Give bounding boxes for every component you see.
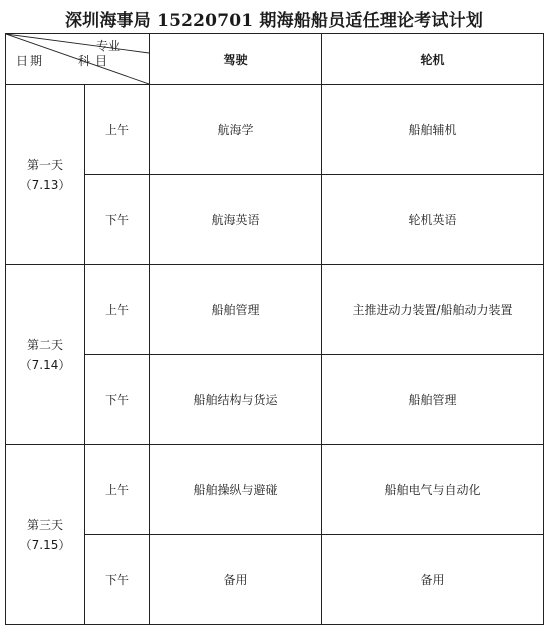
table-row bbox=[6, 535, 544, 625]
day-name: 第一天 bbox=[26, 157, 63, 172]
period-cell: 下午 bbox=[85, 355, 150, 445]
corner-date-label: 日期 bbox=[16, 54, 45, 68]
day-cell-2 bbox=[6, 265, 85, 445]
table-row bbox=[6, 85, 544, 175]
subject-cell: 备用 bbox=[150, 535, 322, 625]
day-date: （7.13） bbox=[19, 177, 71, 192]
period-cell: 上午 bbox=[85, 265, 150, 355]
subject-cell: 航海学 bbox=[150, 85, 322, 175]
day-cell-1 bbox=[6, 85, 85, 265]
major-header-engine: 轮机 bbox=[322, 34, 544, 85]
table-row bbox=[6, 265, 544, 355]
subject-cell: 航海英语 bbox=[150, 175, 322, 265]
period-cell: 上午 bbox=[85, 445, 150, 535]
subject-cell: 船舶结构与货运 bbox=[150, 355, 322, 445]
page-title: 深圳海事局 15220701 期海船船员适任理论考试计划 bbox=[64, 11, 484, 31]
corner-header-cell bbox=[6, 34, 150, 85]
day-date: （7.15） bbox=[19, 537, 71, 552]
corner-subject-label: 科目 bbox=[78, 54, 113, 68]
subject-cell: 船舶电气与自动化 bbox=[322, 445, 544, 535]
period-cell: 下午 bbox=[85, 535, 150, 625]
subject-cell: 轮机英语 bbox=[322, 175, 544, 265]
period-cell: 下午 bbox=[85, 175, 150, 265]
corner-major-label: 专业 bbox=[96, 39, 121, 53]
subject-cell: 备用 bbox=[322, 535, 544, 625]
table-row bbox=[6, 355, 544, 445]
table-row bbox=[6, 175, 544, 265]
subject-cell: 主推进动力装置/船舶动力装置 bbox=[322, 265, 544, 355]
major-header-deck: 驾驶 bbox=[150, 34, 322, 85]
day-name: 第三天 bbox=[26, 517, 63, 532]
period-cell: 上午 bbox=[85, 85, 150, 175]
exam-schedule-table bbox=[5, 33, 544, 625]
day-name: 第二天 bbox=[26, 337, 63, 352]
subject-cell: 船舶辅机 bbox=[322, 85, 544, 175]
subject-cell: 船舶管理 bbox=[150, 265, 322, 355]
day-date: （7.14） bbox=[19, 357, 71, 372]
day-cell-3 bbox=[6, 445, 85, 625]
subject-cell: 船舶管理 bbox=[322, 355, 544, 445]
table-row bbox=[6, 445, 544, 535]
table-header-row bbox=[6, 34, 544, 85]
subject-cell: 船舶操纵与避碰 bbox=[150, 445, 322, 535]
